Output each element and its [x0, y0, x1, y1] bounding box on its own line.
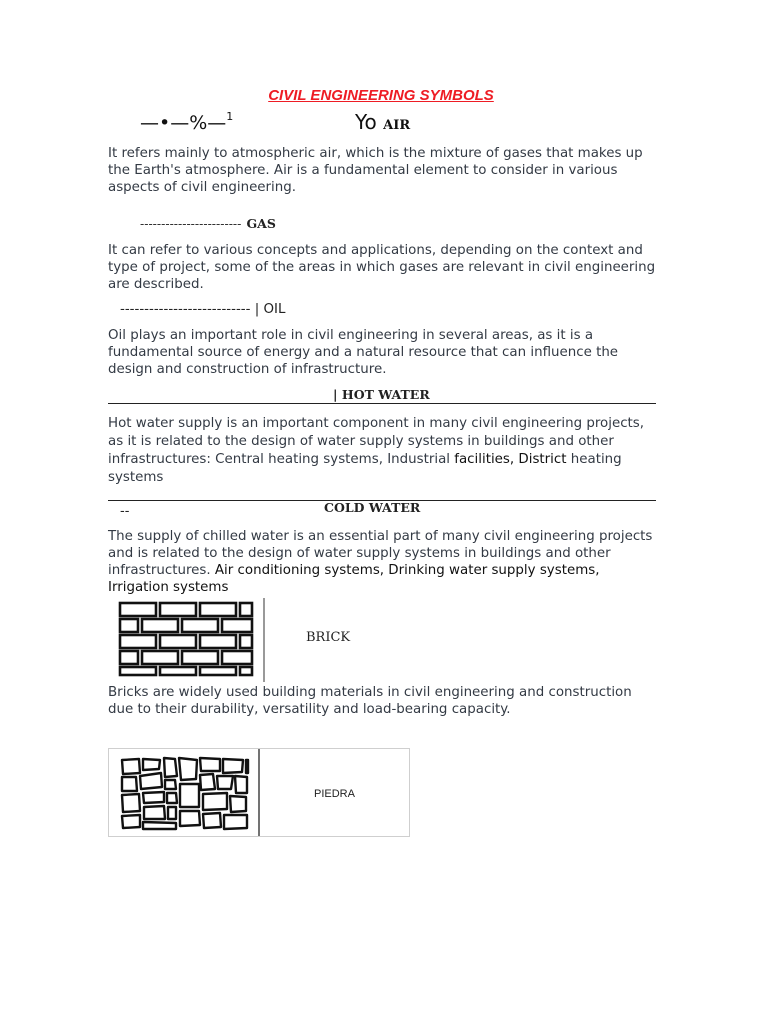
hot-water-paragraph [108, 415, 658, 487]
stone-symbol-image [108, 748, 410, 837]
air-label: AIR [383, 118, 411, 133]
hot-water-divider [108, 403, 656, 404]
brick-paragraph: Bricks are widely used building materials in civil engineering and construction due to their durability, versatility and load-bearing capacity. [108, 685, 632, 717]
stone-label: PIEDRA [314, 788, 355, 800]
oil-heading: --------------------------- | OIL [120, 302, 286, 317]
page-title: CIVIL ENGINEERING SYMBOLS [268, 87, 494, 104]
hot-water-text-c: heating systems [108, 452, 622, 485]
cold-water-paragraph [108, 528, 658, 596]
air-paragraph: It refers mainly to atmospheric air, which is the mixture of gases that makes up the Earth's atmosphere. Air is a fundamental element to consider in various aspects of civil engineering. [108, 146, 643, 195]
hot-water-text-b: facilities, District [454, 452, 567, 467]
oil-paragraph: Oil plays an important role in civil engineering in several areas, as it is a fundamental source of energy and a natural resource that can influence the design and construction of infrastructure. [108, 328, 619, 377]
gas-label: GAS [246, 216, 276, 231]
cold-water-heading: COLD WATER [324, 500, 421, 515]
cold-water-text-b: Air conditioning systems, Drinking water supply systems, Irrigation systems [108, 563, 600, 595]
brick-label: BRICK [306, 630, 351, 645]
cold-water-text-a: The supply of chilled water is an essential part of many civil engineering projects and is related to the design of water supply systems in buildings and other infrastructures. [108, 529, 653, 578]
air-heading [355, 110, 410, 134]
stone-pattern-icon [109, 749, 409, 836]
air-symbol-superscript: 1 [226, 110, 234, 123]
gas-dashes: ------------------------ [140, 216, 242, 231]
air-symbol-line: —•—%— [140, 112, 227, 134]
brick-pattern-icon [110, 598, 270, 682]
air-symbol [140, 110, 233, 134]
gas-paragraph: It can refer to various concepts and applications, depending on the context and type of project, some of the areas in which gases are relevant in civil engineering are described. [108, 243, 656, 292]
brick-symbol-image [110, 598, 270, 682]
air-yo-text: Yo [355, 110, 377, 134]
hot-water-text-a: Hot water supply is an important component in many civil engineering projects, as it is related to the design of water supply systems in buildings and other infrastructures: Central heating systems, Industrial [108, 416, 645, 467]
gas-heading [140, 213, 276, 232]
cold-water-dashes: -- [120, 504, 130, 519]
hot-water-heading: | HOT WATER [333, 387, 430, 402]
